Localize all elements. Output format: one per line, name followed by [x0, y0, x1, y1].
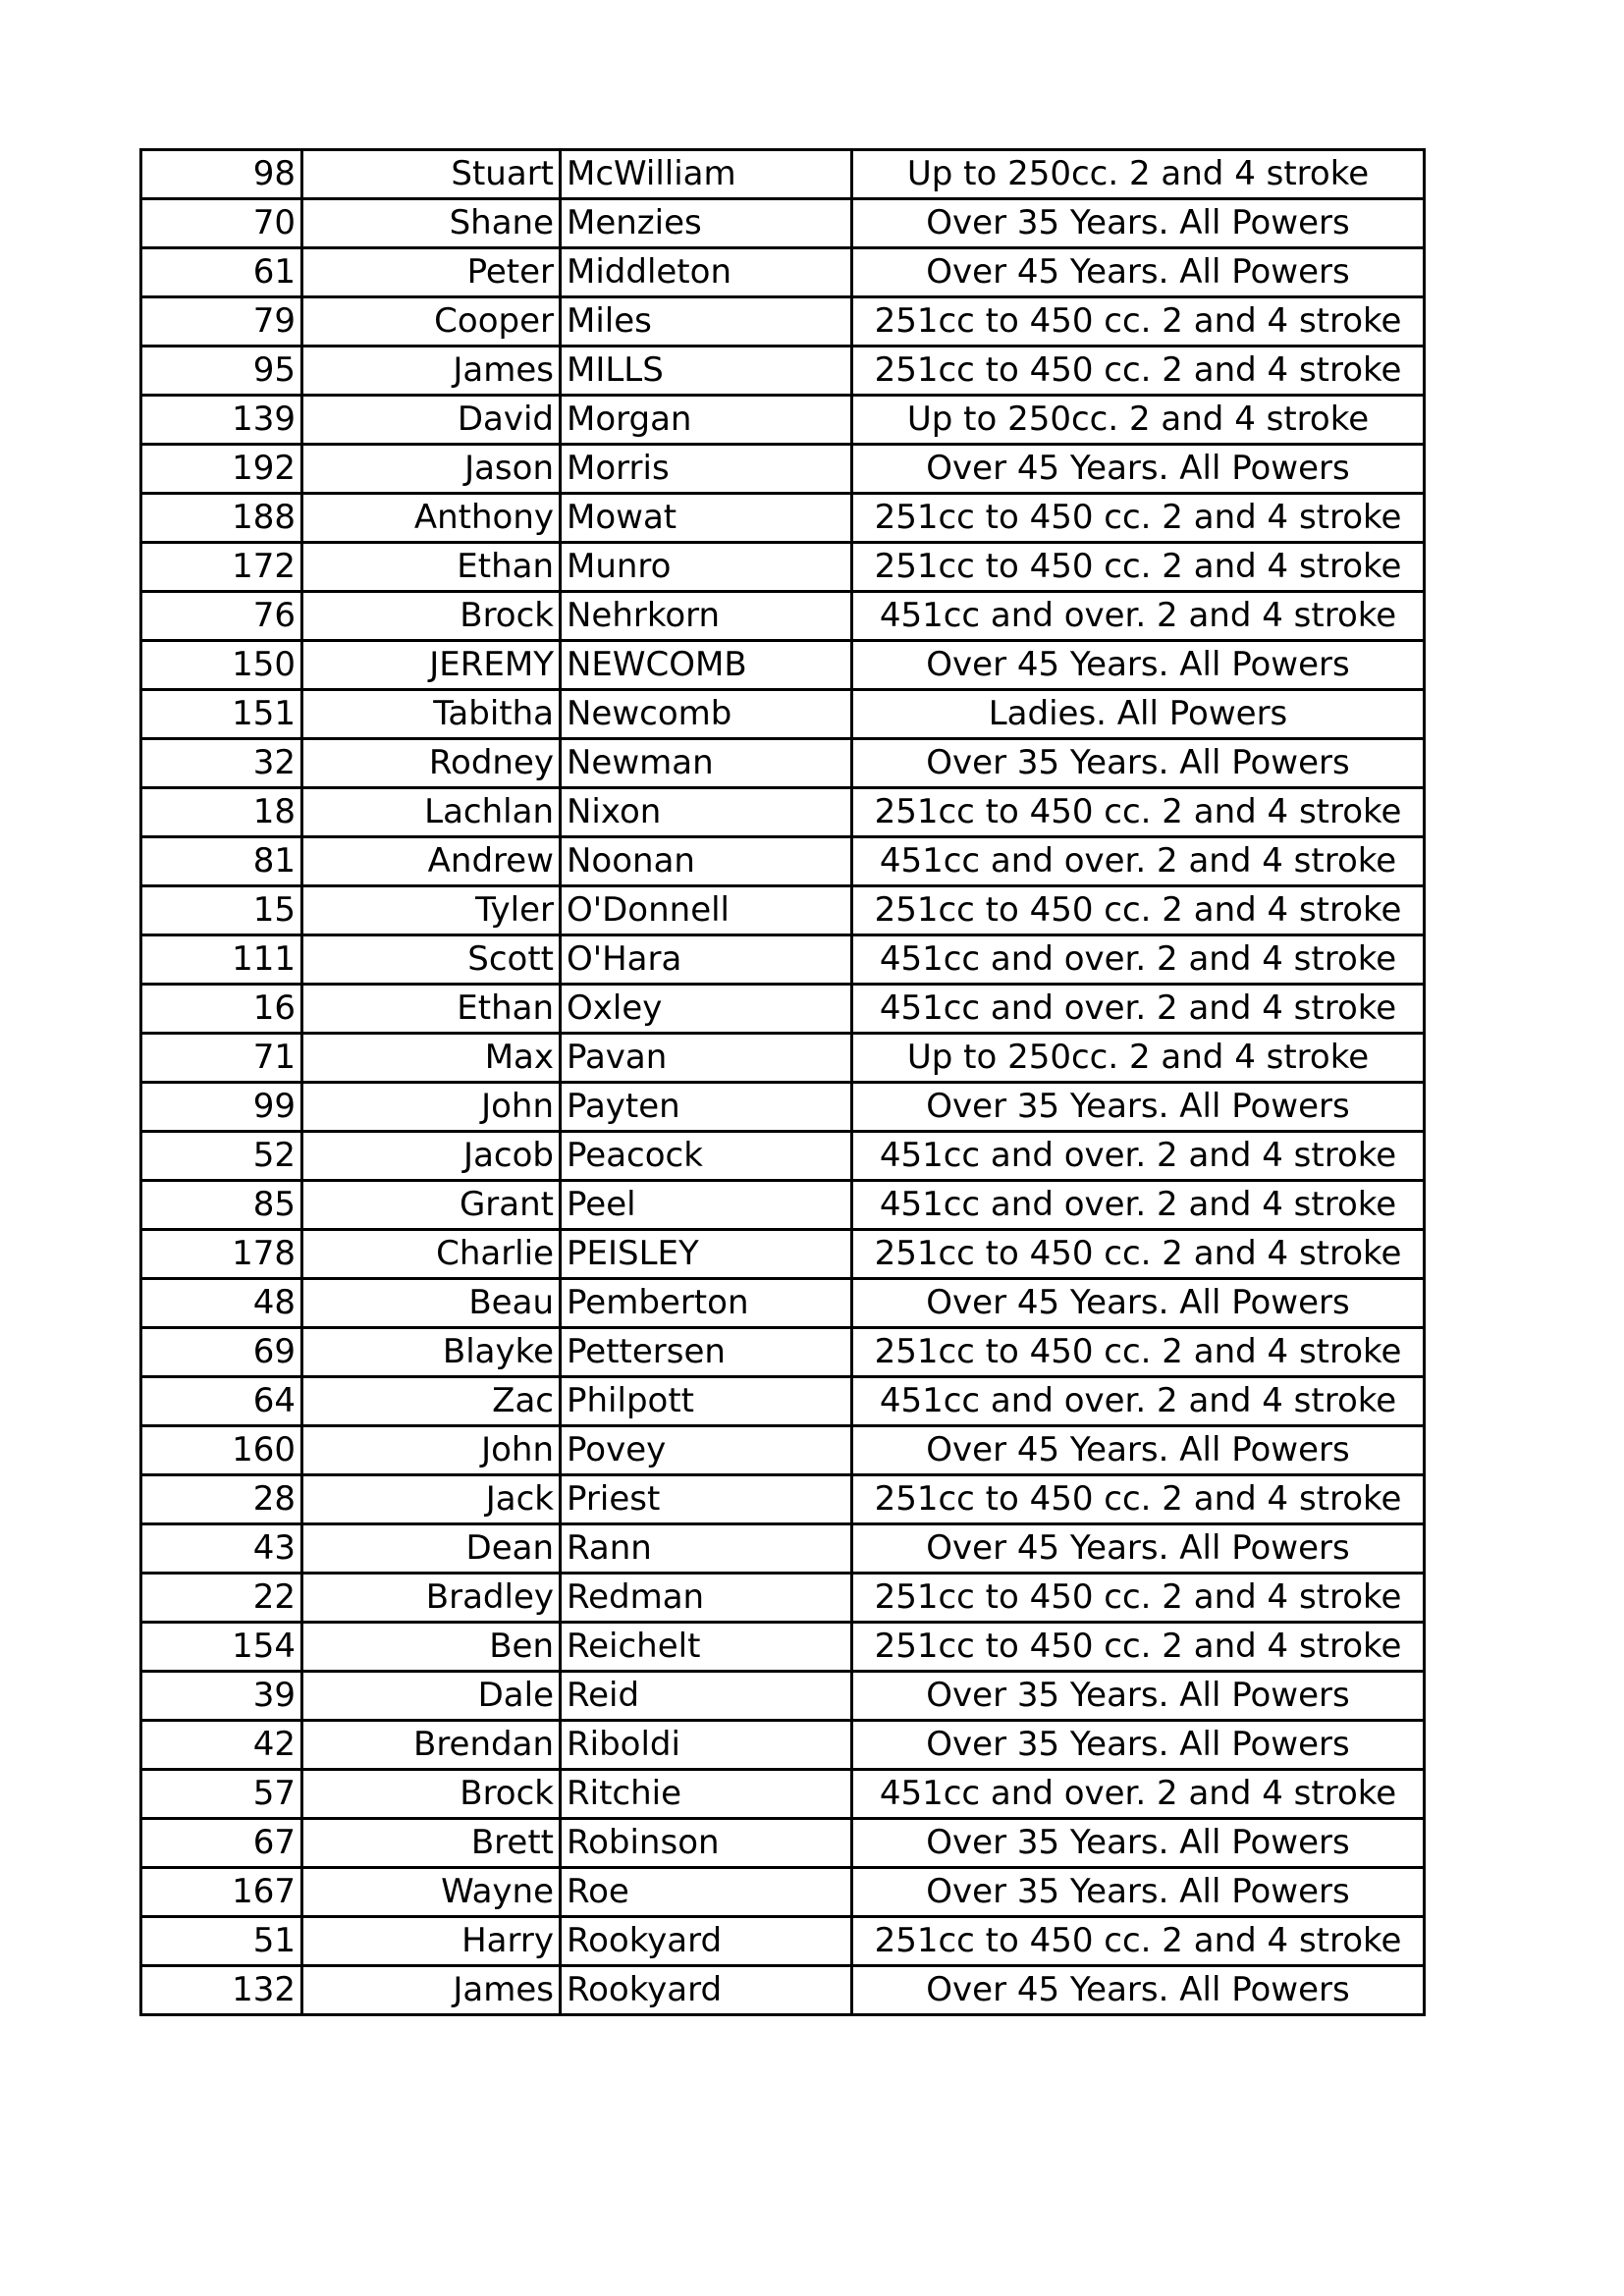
last-name-cell: Redman: [561, 1574, 852, 1623]
table-row: [141, 1475, 1425, 1524]
first-name-cell: Brock: [302, 592, 561, 641]
rider-number-cell: 85: [141, 1181, 302, 1230]
table-row: [141, 1034, 1425, 1083]
first-name-cell: Blayke: [302, 1328, 561, 1377]
rider-number-cell: 52: [141, 1132, 302, 1181]
first-name-cell: Dean: [302, 1524, 561, 1574]
last-name-cell: McWilliam: [561, 150, 852, 199]
class-cell: 251cc to 450 cc. 2 and 4 stroke: [852, 886, 1425, 935]
rider-number-cell: 111: [141, 935, 302, 985]
class-cell: Ladies. All Powers: [852, 690, 1425, 739]
first-name-cell: Beau: [302, 1279, 561, 1328]
rider-number-cell: 150: [141, 641, 302, 690]
table-row: [141, 1524, 1425, 1574]
rider-number-cell: 192: [141, 445, 302, 494]
last-name-cell: Oxley: [561, 985, 852, 1034]
rider-number-cell: 160: [141, 1426, 302, 1475]
rider-number-cell: 71: [141, 1034, 302, 1083]
first-name-cell: JEREMY: [302, 641, 561, 690]
last-name-cell: O'Hara: [561, 935, 852, 985]
first-name-cell: James: [302, 347, 561, 396]
first-name-cell: Ethan: [302, 985, 561, 1034]
class-cell: 251cc to 450 cc. 2 and 4 stroke: [852, 297, 1425, 347]
table-row: [141, 1770, 1425, 1819]
last-name-cell: Morgan: [561, 396, 852, 445]
first-name-cell: Lachlan: [302, 788, 561, 837]
first-name-cell: Dale: [302, 1672, 561, 1721]
first-name-cell: Bradley: [302, 1574, 561, 1623]
first-name-cell: Wayne: [302, 1868, 561, 1917]
first-name-cell: John: [302, 1426, 561, 1475]
rider-number-cell: 22: [141, 1574, 302, 1623]
table-row: [141, 985, 1425, 1034]
last-name-cell: Rann: [561, 1524, 852, 1574]
class-cell: 451cc and over. 2 and 4 stroke: [852, 1181, 1425, 1230]
first-name-cell: Max: [302, 1034, 561, 1083]
class-cell: Over 45 Years. All Powers: [852, 641, 1425, 690]
rider-number-cell: 18: [141, 788, 302, 837]
first-name-cell: Rodney: [302, 739, 561, 788]
class-cell: 251cc to 450 cc. 2 and 4 stroke: [852, 347, 1425, 396]
table-row: [141, 150, 1425, 199]
rider-number-cell: 132: [141, 1966, 302, 2015]
first-name-cell: Tabitha: [302, 690, 561, 739]
last-name-cell: Povey: [561, 1426, 852, 1475]
table-row: [141, 1868, 1425, 1917]
last-name-cell: Mowat: [561, 494, 852, 543]
table-row: [141, 248, 1425, 297]
table-row: [141, 347, 1425, 396]
table-row: [141, 690, 1425, 739]
first-name-cell: Jason: [302, 445, 561, 494]
rider-number-cell: 76: [141, 592, 302, 641]
first-name-cell: Shane: [302, 199, 561, 248]
class-cell: 251cc to 450 cc. 2 and 4 stroke: [852, 1574, 1425, 1623]
class-cell: Over 35 Years. All Powers: [852, 1083, 1425, 1132]
table-row: [141, 592, 1425, 641]
rider-number-cell: 15: [141, 886, 302, 935]
table-row: [141, 1230, 1425, 1279]
table-row: [141, 1966, 1425, 2015]
last-name-cell: Miles: [561, 297, 852, 347]
table-row: [141, 1917, 1425, 1966]
rider-number-cell: 48: [141, 1279, 302, 1328]
last-name-cell: NEWCOMB: [561, 641, 852, 690]
first-name-cell: Anthony: [302, 494, 561, 543]
table-row: [141, 396, 1425, 445]
entries-table-body: [141, 150, 1425, 2015]
last-name-cell: Nixon: [561, 788, 852, 837]
last-name-cell: Rookyard: [561, 1966, 852, 2015]
rider-number-cell: 42: [141, 1721, 302, 1770]
table-row: [141, 543, 1425, 592]
last-name-cell: Reid: [561, 1672, 852, 1721]
rider-number-cell: 57: [141, 1770, 302, 1819]
class-cell: Over 35 Years. All Powers: [852, 1819, 1425, 1868]
class-cell: Over 45 Years. All Powers: [852, 1524, 1425, 1574]
class-cell: Over 45 Years. All Powers: [852, 445, 1425, 494]
rider-number-cell: 43: [141, 1524, 302, 1574]
table-row: [141, 886, 1425, 935]
rider-number-cell: 95: [141, 347, 302, 396]
last-name-cell: Munro: [561, 543, 852, 592]
class-cell: 251cc to 450 cc. 2 and 4 stroke: [852, 543, 1425, 592]
first-name-cell: Stuart: [302, 150, 561, 199]
table-row: [141, 1181, 1425, 1230]
last-name-cell: Rookyard: [561, 1917, 852, 1966]
class-cell: Over 35 Years. All Powers: [852, 199, 1425, 248]
last-name-cell: Pettersen: [561, 1328, 852, 1377]
last-name-cell: Nehrkorn: [561, 592, 852, 641]
class-cell: Over 35 Years. All Powers: [852, 1721, 1425, 1770]
table-row: [141, 1819, 1425, 1868]
class-cell: 251cc to 450 cc. 2 and 4 stroke: [852, 1917, 1425, 1966]
table-row: [141, 297, 1425, 347]
last-name-cell: Roe: [561, 1868, 852, 1917]
class-cell: 251cc to 450 cc. 2 and 4 stroke: [852, 1230, 1425, 1279]
class-cell: 251cc to 450 cc. 2 and 4 stroke: [852, 1623, 1425, 1672]
table-row: [141, 1328, 1425, 1377]
rider-number-cell: 151: [141, 690, 302, 739]
last-name-cell: Pavan: [561, 1034, 852, 1083]
last-name-cell: Peacock: [561, 1132, 852, 1181]
rider-number-cell: 67: [141, 1819, 302, 1868]
rider-number-cell: 32: [141, 739, 302, 788]
class-cell: Over 35 Years. All Powers: [852, 1672, 1425, 1721]
table-row: [141, 1132, 1425, 1181]
rider-number-cell: 178: [141, 1230, 302, 1279]
class-cell: Up to 250cc. 2 and 4 stroke: [852, 150, 1425, 199]
rider-number-cell: 16: [141, 985, 302, 1034]
first-name-cell: Harry: [302, 1917, 561, 1966]
first-name-cell: Cooper: [302, 297, 561, 347]
first-name-cell: Ben: [302, 1623, 561, 1672]
rider-number-cell: 139: [141, 396, 302, 445]
first-name-cell: Brett: [302, 1819, 561, 1868]
table-row: [141, 494, 1425, 543]
table-row: [141, 739, 1425, 788]
class-cell: 451cc and over. 2 and 4 stroke: [852, 935, 1425, 985]
first-name-cell: Grant: [302, 1181, 561, 1230]
rider-number-cell: 172: [141, 543, 302, 592]
class-cell: Over 45 Years. All Powers: [852, 248, 1425, 297]
class-cell: 451cc and over. 2 and 4 stroke: [852, 1377, 1425, 1426]
rider-number-cell: 81: [141, 837, 302, 886]
class-cell: Over 45 Years. All Powers: [852, 1279, 1425, 1328]
class-cell: Over 35 Years. All Powers: [852, 1868, 1425, 1917]
first-name-cell: Tyler: [302, 886, 561, 935]
class-cell: 251cc to 450 cc. 2 and 4 stroke: [852, 788, 1425, 837]
table-row: [141, 1721, 1425, 1770]
last-name-cell: Middleton: [561, 248, 852, 297]
rider-number-cell: 51: [141, 1917, 302, 1966]
last-name-cell: Reichelt: [561, 1623, 852, 1672]
table-row: [141, 788, 1425, 837]
class-cell: 451cc and over. 2 and 4 stroke: [852, 985, 1425, 1034]
last-name-cell: Morris: [561, 445, 852, 494]
rider-number-cell: 70: [141, 199, 302, 248]
entries-table: [139, 148, 1426, 2016]
class-cell: Over 35 Years. All Powers: [852, 739, 1425, 788]
rider-number-cell: 64: [141, 1377, 302, 1426]
table-row: [141, 1672, 1425, 1721]
class-cell: 451cc and over. 2 and 4 stroke: [852, 1770, 1425, 1819]
first-name-cell: Brendan: [302, 1721, 561, 1770]
last-name-cell: Robinson: [561, 1819, 852, 1868]
first-name-cell: Andrew: [302, 837, 561, 886]
table-row: [141, 1574, 1425, 1623]
class-cell: Up to 250cc. 2 and 4 stroke: [852, 1034, 1425, 1083]
class-cell: Over 45 Years. All Powers: [852, 1426, 1425, 1475]
class-cell: 451cc and over. 2 and 4 stroke: [852, 837, 1425, 886]
last-name-cell: O'Donnell: [561, 886, 852, 935]
table-row: [141, 1377, 1425, 1426]
first-name-cell: Jacob: [302, 1132, 561, 1181]
table-row: [141, 199, 1425, 248]
first-name-cell: James: [302, 1966, 561, 2015]
last-name-cell: Noonan: [561, 837, 852, 886]
first-name-cell: Peter: [302, 248, 561, 297]
last-name-cell: Pemberton: [561, 1279, 852, 1328]
rider-number-cell: 28: [141, 1475, 302, 1524]
class-cell: 251cc to 450 cc. 2 and 4 stroke: [852, 1475, 1425, 1524]
class-cell: 251cc to 450 cc. 2 and 4 stroke: [852, 494, 1425, 543]
last-name-cell: PEISLEY: [561, 1230, 852, 1279]
first-name-cell: David: [302, 396, 561, 445]
first-name-cell: Jack: [302, 1475, 561, 1524]
rider-number-cell: 79: [141, 297, 302, 347]
table-row: [141, 1083, 1425, 1132]
table-row: [141, 1623, 1425, 1672]
class-cell: 451cc and over. 2 and 4 stroke: [852, 1132, 1425, 1181]
last-name-cell: Menzies: [561, 199, 852, 248]
table-row: [141, 837, 1425, 886]
first-name-cell: Ethan: [302, 543, 561, 592]
last-name-cell: Philpott: [561, 1377, 852, 1426]
table-row: [141, 1279, 1425, 1328]
rider-number-cell: 69: [141, 1328, 302, 1377]
last-name-cell: Payten: [561, 1083, 852, 1132]
rider-number-cell: 167: [141, 1868, 302, 1917]
rider-number-cell: 188: [141, 494, 302, 543]
rider-number-cell: 61: [141, 248, 302, 297]
first-name-cell: Charlie: [302, 1230, 561, 1279]
last-name-cell: Riboldi: [561, 1721, 852, 1770]
last-name-cell: MILLS: [561, 347, 852, 396]
last-name-cell: Ritchie: [561, 1770, 852, 1819]
first-name-cell: Scott: [302, 935, 561, 985]
first-name-cell: Zac: [302, 1377, 561, 1426]
class-cell: Over 45 Years. All Powers: [852, 1966, 1425, 2015]
last-name-cell: Newcomb: [561, 690, 852, 739]
class-cell: 251cc to 450 cc. 2 and 4 stroke: [852, 1328, 1425, 1377]
last-name-cell: Priest: [561, 1475, 852, 1524]
table-row: [141, 445, 1425, 494]
table-row: [141, 641, 1425, 690]
rider-number-cell: 39: [141, 1672, 302, 1721]
last-name-cell: Newman: [561, 739, 852, 788]
table-row: [141, 1426, 1425, 1475]
table-row: [141, 935, 1425, 985]
class-cell: 451cc and over. 2 and 4 stroke: [852, 592, 1425, 641]
last-name-cell: Peel: [561, 1181, 852, 1230]
rider-number-cell: 99: [141, 1083, 302, 1132]
rider-number-cell: 154: [141, 1623, 302, 1672]
rider-number-cell: 98: [141, 150, 302, 199]
first-name-cell: John: [302, 1083, 561, 1132]
class-cell: Up to 250cc. 2 and 4 stroke: [852, 396, 1425, 445]
first-name-cell: Brock: [302, 1770, 561, 1819]
